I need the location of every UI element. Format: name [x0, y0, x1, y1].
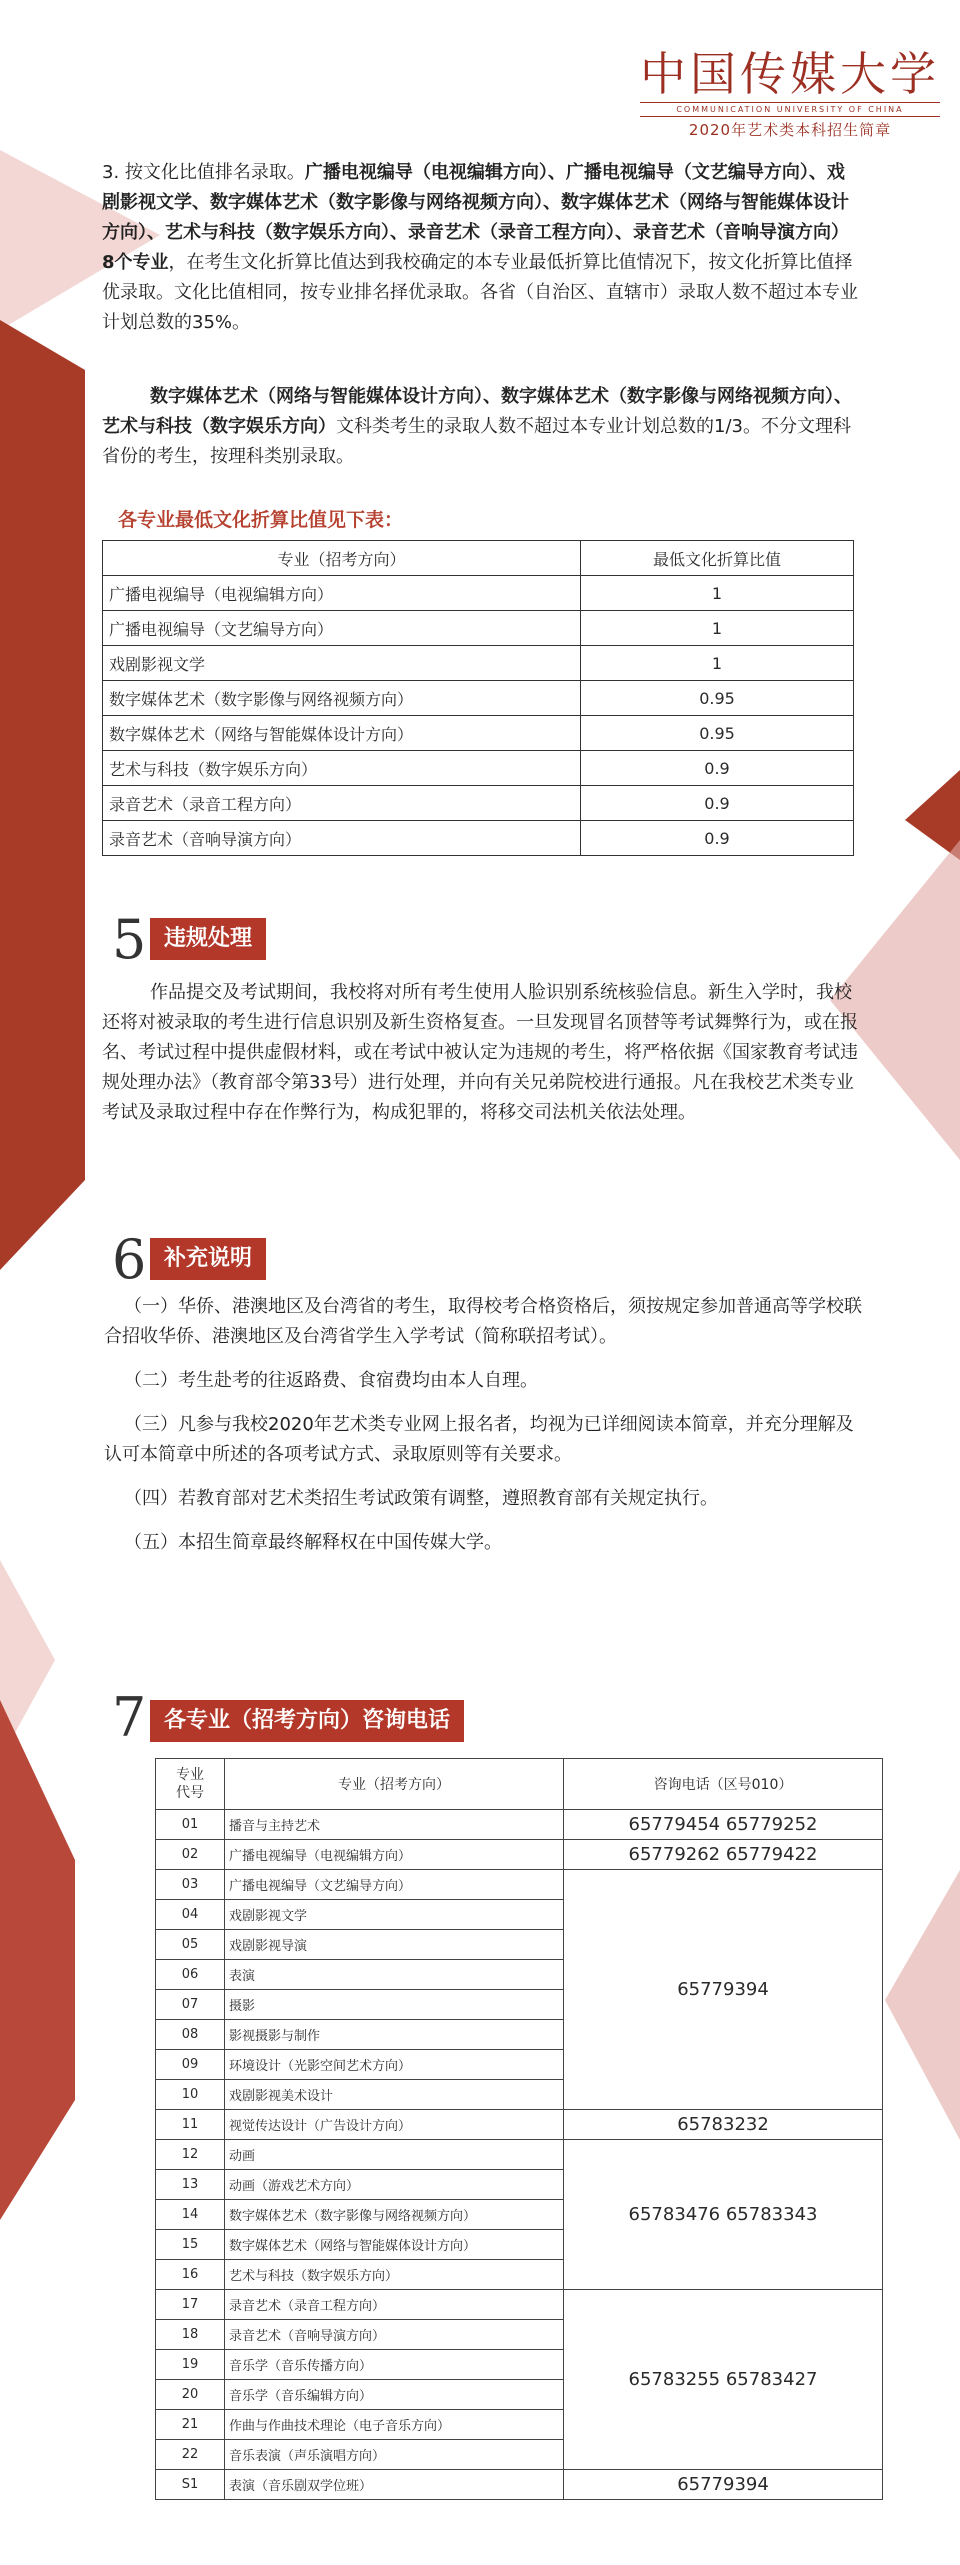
major-cell: 视觉传达设计（广告设计方向）	[225, 2110, 564, 2140]
code-cell: 06	[156, 1960, 225, 1990]
ratio-table-title: 各专业最低文化折算比值见下表：	[118, 509, 404, 531]
major-cell: 数字媒体艺术（数字影像与网络视频方向）	[225, 2200, 564, 2230]
major-cell: 广播电视编导（文艺编导方向）	[103, 611, 581, 646]
code-cell: 19	[156, 2350, 225, 2380]
major-cell: 表演（音乐剧双学位班）	[225, 2470, 564, 2500]
major-cell: 艺术与科技（数字娱乐方向）	[225, 2260, 564, 2290]
code-cell: 22	[156, 2440, 225, 2470]
phone-cell: 65779394	[564, 1870, 883, 2110]
ratio-cell: 1	[581, 576, 854, 611]
section6-title: 补充说明	[150, 1238, 266, 1280]
table-header: 专业（招考方向）	[103, 541, 581, 576]
list-item: （四）若教育部对艺术类招生考试政策有调整，遵照教育部有关规定执行。	[124, 1488, 718, 1509]
major-cell: 作曲与作曲技术理论（电子音乐方向）	[225, 2410, 564, 2440]
rule3b-majors: 数字媒体艺术（网络与智能媒体设计方向）、数字媒体艺术（数字影像与网络视频方向）、艺术与科技（数字娱乐方向）	[102, 386, 852, 437]
major-cell: 影视摄影与制作	[225, 2020, 564, 2050]
rule3b-paragraph	[102, 382, 860, 472]
section6-list	[104, 1292, 862, 1558]
ratio-cell: 0.95	[581, 681, 854, 716]
major-cell: 戏剧影视文学	[103, 646, 581, 681]
major-cell: 播音与主持艺术	[225, 1810, 564, 1840]
code-cell: 14	[156, 2200, 225, 2230]
table-row	[156, 2470, 883, 2500]
major-cell: 戏剧影视美术设计	[225, 2080, 564, 2110]
code-cell: 13	[156, 2170, 225, 2200]
ratio-cell: 1	[581, 646, 854, 681]
table-row	[103, 751, 854, 786]
contact-table	[155, 1758, 883, 2500]
major-cell: 广播电视编导（文艺编导方向）	[225, 1870, 564, 1900]
major-cell: 数字媒体艺术（网络与智能媒体设计方向）	[103, 716, 581, 751]
ratio-cell: 0.9	[581, 786, 854, 821]
major-cell: 表演	[225, 1960, 564, 1990]
table-row	[103, 681, 854, 716]
major-cell: 数字媒体艺术（网络与智能媒体设计方向）	[225, 2230, 564, 2260]
code-cell: 20	[156, 2380, 225, 2410]
code-cell: 08	[156, 2020, 225, 2050]
phone-cell: 65779262 65779422	[564, 1840, 883, 1870]
rule3-text: ，在考生文化折算比值达到我校确定的本专业最低折算比值情况下，按文化折算比值择优录取。文化比值相同，按专业排名择优录取。各省（自治区、直辖市）录取人数不超过本专业计划总数的35%。	[102, 252, 858, 333]
table-row	[103, 716, 854, 751]
major-cell: 音乐表演（声乐演唱方向）	[225, 2440, 564, 2470]
code-cell: 17	[156, 2290, 225, 2320]
code-cell: 18	[156, 2320, 225, 2350]
ratio-cell: 0.9	[581, 751, 854, 786]
section7-title: 各专业（招考方向）咨询电话	[150, 1700, 464, 1742]
major-cell: 摄影	[225, 1990, 564, 2020]
major-cell: 音乐学（音乐编辑方向）	[225, 2380, 564, 2410]
major-cell: 广播电视编导（电视编辑方向）	[103, 576, 581, 611]
ratio-cell: 1	[581, 611, 854, 646]
major-cell: 环境设计（光影空间艺术方向）	[225, 2050, 564, 2080]
ratio-cell: 0.95	[581, 716, 854, 751]
major-cell: 录音艺术（音响导演方向）	[103, 821, 581, 856]
brochure-subtitle: 2020年艺术类本科招生简章	[688, 121, 892, 139]
table-row	[103, 821, 854, 856]
code-cell: 09	[156, 2050, 225, 2080]
logo-english: COMMUNICATION UNIVERSITY OF CHINA	[640, 102, 940, 117]
phone-cell: 65783232	[564, 2110, 883, 2140]
major-cell: 录音艺术（音响导演方向）	[225, 2320, 564, 2350]
code-cell: 04	[156, 1900, 225, 1930]
logo-chinese: 中国传媒大学	[640, 47, 940, 101]
phone-cell: 65779394	[564, 2470, 883, 2500]
table-row	[156, 2110, 883, 2140]
section6-number: 6	[112, 1228, 147, 1291]
code-cell: 02	[156, 1840, 225, 1870]
code-cell: 05	[156, 1930, 225, 1960]
list-item: （二）考生赴考的往返路费、食宿费均由本人自理。	[124, 1370, 538, 1391]
phone-cell: 65783476 65783343	[564, 2140, 883, 2290]
table-row	[156, 2290, 883, 2320]
code-cell: 10	[156, 2080, 225, 2110]
code-cell: 21	[156, 2410, 225, 2440]
table-row	[156, 1870, 883, 1900]
major-cell: 音乐学（音乐传播方向）	[225, 2350, 564, 2380]
table-header: 咨询电话（区号010）	[564, 1759, 883, 1810]
table-row	[103, 646, 854, 681]
list-item: （三）凡参与我校2020年艺术类专业网上报名者，均视为已详细阅读本简章，并充分理解及认可本简章中所述的各项考试方式、录取原则等有关要求。	[104, 1414, 854, 1465]
list-item: （一）华侨、港澳地区及台湾省的考生，取得校考合格资格后，须按规定参加普通高等学校联合招收华侨、港澳地区及台湾省学生入学考试（简称联招考试）。	[104, 1296, 862, 1347]
table-header-row	[156, 1759, 883, 1810]
major-cell: 戏剧影视文学	[225, 1900, 564, 1930]
table-row	[156, 2140, 883, 2170]
table-row	[103, 786, 854, 821]
table-row	[103, 611, 854, 646]
list-item: （五）本招生简章最终解释权在中国传媒大学。	[124, 1532, 502, 1553]
table-header: 最低文化折算比值	[581, 541, 854, 576]
major-cell: 录音艺术（录音工程方向）	[225, 2290, 564, 2320]
major-cell: 数字媒体艺术（数字影像与网络视频方向）	[103, 681, 581, 716]
code-cell: 01	[156, 1810, 225, 1840]
table-row	[103, 576, 854, 611]
code-cell: 12	[156, 2140, 225, 2170]
rule3-prefix: 3. 按文化比值排名录取。	[102, 162, 305, 183]
major-cell: 动画	[225, 2140, 564, 2170]
code-cell: S1	[156, 2470, 225, 2500]
rule3b-text: 文科类考生的录取人数不超过本专业计划总数的1/3。不分文理科省份的考生，按理科类别录取。	[102, 416, 851, 467]
table-header: 专业 代号	[156, 1759, 225, 1810]
section7-number: 7	[112, 1686, 147, 1749]
rule3-paragraph	[102, 158, 860, 338]
section5-body: 作品提交及考试期间，我校将对所有考生使用人脸识别系统核验信息。新生入学时，我校还将对被录取的考生进行信息识别及新生资格复查。一旦发现冒名顶替等考试舞弊行为，或在报名、考试过程中提供虚假材料，或在考试中被认定为违规的考生，将严格依据《国家教育考试违规处理办法》（教育部令第33号）进行处理，并向有关兄弟院校进行通报。凡在我校艺术类专业考试及录取过程中存在作弊行为，构成犯罪的，将移交司法机关依法处理。	[102, 982, 858, 1123]
ratio-table	[102, 540, 854, 856]
table-row	[156, 1810, 883, 1840]
phone-cell: 65779454 65779252	[564, 1810, 883, 1840]
code-cell: 16	[156, 2260, 225, 2290]
section5-number: 5	[112, 908, 147, 971]
major-cell: 艺术与科技（数字娱乐方向）	[103, 751, 581, 786]
table-row	[156, 1840, 883, 1870]
table-header-row	[103, 541, 854, 576]
university-logo	[640, 48, 940, 140]
code-cell: 03	[156, 1870, 225, 1900]
code-cell: 11	[156, 2110, 225, 2140]
code-cell: 15	[156, 2230, 225, 2260]
code-cell: 07	[156, 1990, 225, 2020]
major-cell: 录音艺术（录音工程方向）	[103, 786, 581, 821]
ratio-cell: 0.9	[581, 821, 854, 856]
major-cell: 动画（游戏艺术方向）	[225, 2170, 564, 2200]
rule3-majors: 广播电视编导（电视编辑方向）、广播电视编导（文艺编导方向）、戏剧影视文学、数字媒体艺术（数字影像与网络视频方向）、数字媒体艺术（网络与智能媒体设计方向）、艺术与科技（数字娱乐方向）、录音艺术（录音工程方向）、录音艺术（音响导演方向）8个专业	[102, 162, 849, 273]
major-cell: 戏剧影视导演	[225, 1930, 564, 1960]
phone-cell: 65783255 65783427	[564, 2290, 883, 2470]
section5-title: 违规处理	[150, 918, 266, 960]
major-cell: 广播电视编导（电视编辑方向）	[225, 1840, 564, 1870]
table-header: 专业（招考方向）	[225, 1759, 564, 1810]
